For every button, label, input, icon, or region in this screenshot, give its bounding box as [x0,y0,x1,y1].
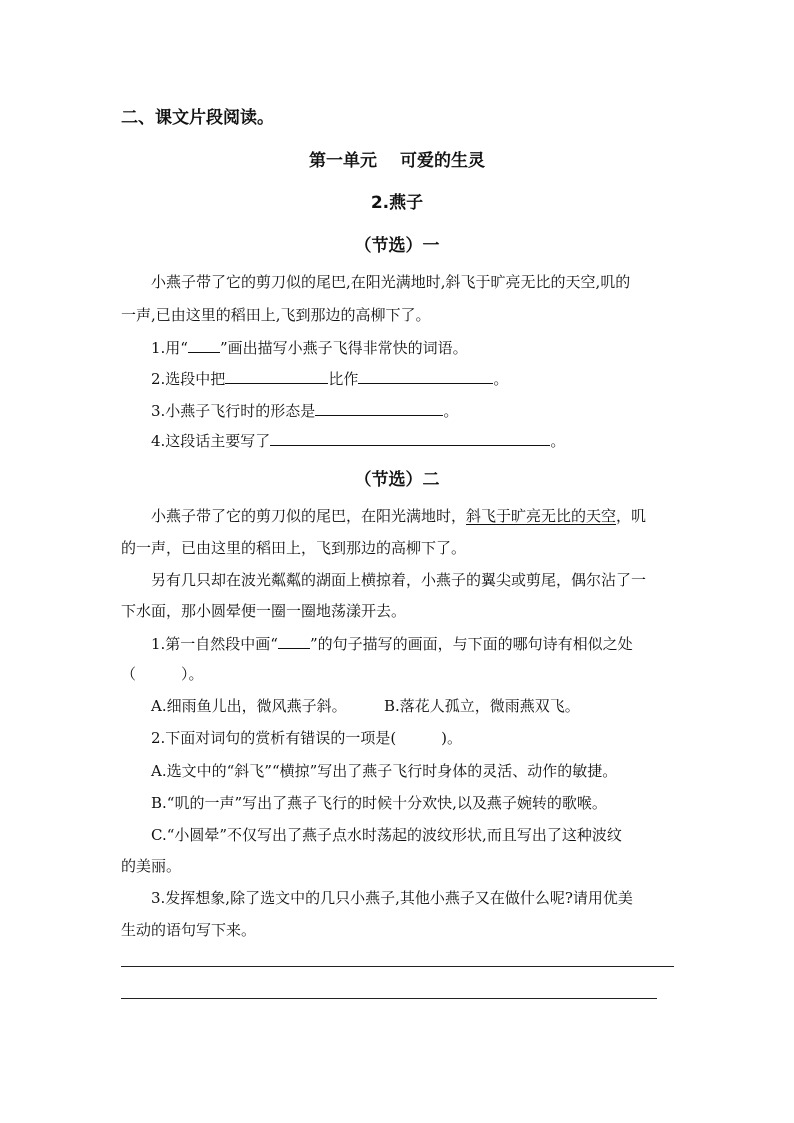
q1-text-pre: 1.用“ [151,339,188,357]
q2-text-mid: 比作 [328,370,359,388]
part2-question-1-line1 [151,634,633,654]
q2-answer-blank-1[interactable] [225,369,328,384]
p2q1-underline-symbol [278,634,310,649]
answer-line-2[interactable] [121,998,657,999]
q4-answer-blank[interactable] [270,431,550,446]
part1-question-4 [151,431,565,451]
part2-p1-line1 [151,506,646,526]
p2q1-text-pre: 1.第一自然段中画“ [151,635,278,653]
part1-question-1 [151,338,468,358]
part1-question-2 [151,369,508,389]
part2-question-2-option-b: B.“叽的一声”写出了燕子飞行的时候十分欢快,以及燕子婉转的歌喉。 [151,794,607,812]
part2-heading: （节选）二 [354,470,440,490]
q2-text-end: 。 [493,370,509,388]
lesson-title: 2.燕子 [370,193,424,213]
unit-title: 第一单元 可爱的生灵 [309,151,485,171]
part1-heading: （节选）一 [354,236,440,256]
part2-question-1-option-a: A.细雨鱼儿出，微风燕子斜。 [151,697,347,715]
q2-answer-blank-2[interactable] [358,369,493,384]
p1-underlined-sentence: 斜飞于旷亮无比的天空 [466,507,617,525]
part2-p2-line2: 下水面，那小圆晕便一圈一圈地荡漾开去。 [121,602,407,620]
part2-p2-line1: 另有几只却在波光粼粼的湖面上横掠着，小燕子的翼尖或剪尾，偶尔沾了一 [151,571,647,589]
part2-p1-line2: 的一声，已由这里的稻田上，飞到那边的高柳下了。 [121,539,467,557]
p1-line1-text-a: 小燕子带了它的剪刀似的尾巴，在阳光满地时， [151,507,467,525]
q2-text-pre: 2.选段中把 [151,370,226,388]
q3-text-pre: 3.小燕子飞行时的形态是 [151,402,316,420]
part2-question-1-option-b: B.落花人孤立，微雨燕双飞。 [384,697,580,715]
q3-text-end: 。 [443,402,459,420]
q4-text-end: 。 [550,432,566,450]
p1-line1-text-b: ，叽 [616,507,647,525]
q4-text-pre: 4.这段话主要写了 [151,432,271,450]
q1-text-post: ”画出描写小燕子飞得非常快的词语。 [219,339,468,357]
part1-question-3 [151,401,458,421]
part2-question-2-option-a: A.选文中的“斜飞”“横掠”写出了燕子飞行时身体的灵活、动作的敏捷。 [151,762,618,780]
q1-underline-symbol [188,338,220,353]
answer-line-1[interactable] [121,966,674,967]
part2-question-1-line2: （ ）。 [121,665,204,683]
q3-answer-blank[interactable] [315,401,443,416]
part2-question-2: 2.下面对词句的赏析有错误的一项是( )。 [151,729,463,747]
part2-question-2-option-c-line2: 的美丽。 [121,857,182,875]
part1-passage-line1: 小燕子带了它的剪刀似的尾巴,在阳光满地时,斜飞于旷亮无比的天空,叽的 [151,273,631,291]
part2-question-3-line2: 生动的语句写下来。 [121,921,257,939]
part1-passage-line2: 一声,已由这里的稻田上,飞到那边的高柳下了。 [121,306,431,324]
section-heading: 二、课文片段阅读。 [121,108,274,128]
p2q1-text-post: ”的句子描写的画面，与下面的哪句诗有相似之处 [309,635,633,653]
part2-question-2-option-c-line1: C.“小圆晕”不仅写出了燕子点水时荡起的波纹形状,而且写出了这种波纹 [151,826,622,844]
part2-question-3-line1: 3.发挥想象,除了选文中的几只小燕子,其他小燕子又在做什么呢?请用优美 [151,889,633,907]
